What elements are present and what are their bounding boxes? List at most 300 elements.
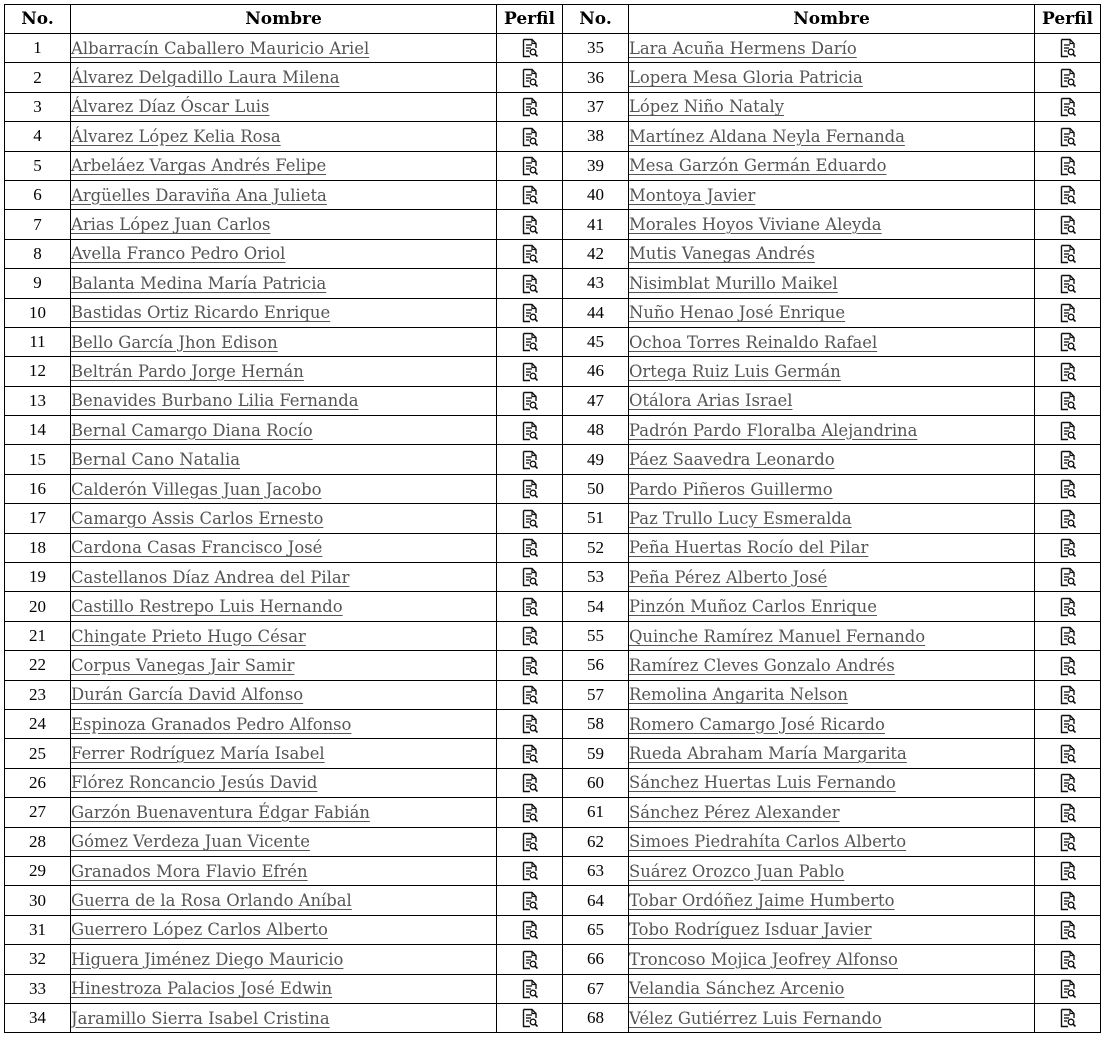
row-number: 34	[5, 1003, 71, 1032]
name-cell	[71, 709, 497, 738]
document-search-icon[interactable]	[1059, 538, 1077, 558]
profile-cell	[1035, 621, 1101, 650]
row-number: 26	[5, 768, 71, 797]
table-row	[5, 827, 1101, 856]
profile-cell	[1035, 709, 1101, 738]
profile-cell	[497, 122, 563, 151]
profile-cell	[1035, 856, 1101, 885]
person-name-link[interactable]: Páez Saavedra Leonardo	[629, 450, 835, 470]
row-number: 50	[563, 474, 629, 503]
document-search-icon[interactable]	[1059, 920, 1077, 940]
person-name-link[interactable]: Martínez Aldana Neyla Fernanda	[629, 126, 905, 146]
document-search-icon[interactable]	[1059, 244, 1077, 264]
row-number: 20	[5, 592, 71, 621]
name-cell	[71, 886, 497, 915]
name-cell	[71, 445, 497, 474]
profile-cell	[497, 239, 563, 268]
person-name-link[interactable]: Camargo Assis Carlos Ernesto	[71, 508, 324, 528]
document-search-icon[interactable]	[1059, 68, 1077, 88]
row-number: 11	[5, 327, 71, 356]
table-row	[5, 327, 1101, 356]
document-search-icon[interactable]	[1059, 567, 1077, 587]
document-search-icon[interactable]	[1059, 274, 1077, 294]
row-number: 4	[5, 122, 71, 151]
person-name-link[interactable]: Vélez Gutiérrez Luis Fernando	[629, 1008, 882, 1028]
profile-cell	[1035, 92, 1101, 121]
profile-cell	[497, 709, 563, 738]
profile-cell	[1035, 592, 1101, 621]
document-search-icon[interactable]	[1059, 185, 1077, 205]
profile-cell	[497, 92, 563, 121]
person-name-link[interactable]: Mesa Garzón Germán Eduardo	[629, 156, 887, 176]
person-name-link[interactable]: Chingate Prieto Hugo César	[71, 626, 306, 646]
document-search-icon[interactable]	[521, 1008, 539, 1028]
person-name-link[interactable]: Durán García David Alfonso	[71, 685, 304, 705]
name-cell	[71, 621, 497, 650]
profile-cell	[1035, 210, 1101, 239]
row-number: 68	[563, 1003, 629, 1032]
header-num-left: No.	[5, 5, 71, 34]
profile-cell	[1035, 798, 1101, 827]
document-search-icon[interactable]	[521, 509, 539, 529]
profile-cell	[1035, 680, 1101, 709]
name-cell	[71, 151, 497, 180]
name-cell	[71, 327, 497, 356]
document-search-icon[interactable]	[521, 832, 539, 852]
row-number: 65	[563, 915, 629, 944]
row-number: 38	[563, 122, 629, 151]
person-name-link[interactable]: Mutis Vanegas Andrés	[629, 244, 815, 264]
person-name-link[interactable]: Paz Trullo Lucy Esmeralda	[629, 508, 852, 528]
profile-cell	[1035, 34, 1101, 63]
row-number: 39	[563, 151, 629, 180]
document-search-icon[interactable]	[1059, 215, 1077, 235]
name-cell	[629, 651, 1035, 680]
person-name-link[interactable]: Morales Hoyos Viviane Aleyda	[629, 215, 882, 235]
table-row	[5, 798, 1101, 827]
person-name-link[interactable]: Otálora Arias Israel	[629, 391, 793, 411]
document-search-icon[interactable]	[521, 244, 539, 264]
name-cell	[71, 974, 497, 1003]
table-row	[5, 298, 1101, 327]
document-search-icon[interactable]	[521, 979, 539, 999]
name-cell	[71, 945, 497, 974]
row-number: 31	[5, 915, 71, 944]
row-number: 53	[563, 563, 629, 592]
row-number: 15	[5, 445, 71, 474]
person-name-link[interactable]: Sánchez Huertas Luis Fernando	[629, 773, 896, 793]
person-name-link[interactable]: Benavides Burbano Lilia Fernanda	[71, 391, 359, 411]
person-name-link[interactable]: Velandia Sánchez Arcenio	[629, 979, 845, 999]
person-name-link[interactable]: Ortega Ruiz Luis Germán	[629, 361, 841, 381]
person-name-link[interactable]: Troncoso Mojica Jeofrey Alfonso	[629, 949, 898, 969]
person-name-link[interactable]: Albarracín Caballero Mauricio Ariel	[71, 38, 370, 58]
table-row	[5, 651, 1101, 680]
table-row	[5, 445, 1101, 474]
person-name-link[interactable]: Espinoza Granados Pedro Alfonso	[71, 714, 352, 734]
table-row	[5, 945, 1101, 974]
row-number: 36	[563, 63, 629, 92]
person-name-link[interactable]: Bernal Cano Natalia	[71, 450, 241, 470]
table-row	[5, 680, 1101, 709]
document-search-icon[interactable]	[521, 274, 539, 294]
profile-cell	[1035, 416, 1101, 445]
person-name-link[interactable]: Montoya Javier	[629, 185, 756, 205]
person-name-link[interactable]: Castellanos Díaz Andrea del Pilar	[71, 567, 350, 587]
row-number: 55	[563, 621, 629, 650]
document-search-icon[interactable]	[1059, 950, 1077, 970]
row-number: 1	[5, 34, 71, 63]
header-profile-left: Perfil	[497, 5, 563, 34]
profile-cell	[497, 974, 563, 1003]
row-number: 67	[563, 974, 629, 1003]
person-name-link[interactable]: Granados Mora Flavio Efrén	[71, 861, 308, 881]
document-search-icon[interactable]	[521, 714, 539, 734]
person-name-link[interactable]: Garzón Buenaventura Édgar Fabián	[71, 802, 370, 822]
document-search-icon[interactable]	[1059, 156, 1077, 176]
person-name-link[interactable]: Tobar Ordóñez Jaime Humberto	[629, 891, 895, 911]
document-search-icon[interactable]	[521, 421, 539, 441]
profile-cell	[497, 886, 563, 915]
row-number: 30	[5, 886, 71, 915]
profile-cell	[1035, 974, 1101, 1003]
table-row	[5, 34, 1101, 63]
row-number: 49	[563, 445, 629, 474]
document-search-icon[interactable]	[521, 538, 539, 558]
row-number: 54	[563, 592, 629, 621]
document-search-icon[interactable]	[1059, 127, 1077, 147]
name-cell	[71, 239, 497, 268]
row-number: 29	[5, 856, 71, 885]
document-search-icon[interactable]	[521, 920, 539, 940]
document-search-icon[interactable]	[1059, 479, 1077, 499]
document-search-icon[interactable]	[521, 185, 539, 205]
row-number: 6	[5, 180, 71, 209]
name-cell	[629, 680, 1035, 709]
row-number: 25	[5, 739, 71, 768]
row-number: 7	[5, 210, 71, 239]
row-number: 64	[563, 886, 629, 915]
person-name-link[interactable]: Remolina Angarita Nelson	[629, 685, 848, 705]
person-name-link[interactable]: Arias López Juan Carlos	[71, 215, 271, 235]
profile-cell	[1035, 151, 1101, 180]
person-name-link[interactable]: Álvarez López Kelia Rosa	[71, 126, 281, 146]
row-number: 66	[563, 945, 629, 974]
name-cell	[71, 180, 497, 209]
row-number: 46	[563, 357, 629, 386]
table-row	[5, 856, 1101, 885]
row-number: 13	[5, 386, 71, 415]
row-number: 27	[5, 798, 71, 827]
profile-cell	[1035, 915, 1101, 944]
document-search-icon[interactable]	[521, 950, 539, 970]
roster-table	[4, 4, 1101, 1033]
document-search-icon[interactable]	[1059, 656, 1077, 676]
row-number: 28	[5, 827, 71, 856]
profile-cell	[1035, 298, 1101, 327]
row-number: 32	[5, 945, 71, 974]
person-name-link[interactable]: Sánchez Pérez Alexander	[629, 802, 840, 822]
table-row	[5, 563, 1101, 592]
person-name-link[interactable]: Gómez Verdeza Juan Vicente	[71, 832, 310, 852]
name-cell	[629, 974, 1035, 1003]
name-cell	[629, 210, 1035, 239]
person-name-link[interactable]: Cardona Casas Francisco José	[71, 538, 323, 558]
document-search-icon[interactable]	[521, 626, 539, 646]
header-name-left: Nombre	[71, 5, 497, 34]
person-name-link[interactable]: Higuera Jiménez Diego Mauricio	[71, 949, 344, 969]
name-cell	[629, 239, 1035, 268]
profile-cell	[497, 445, 563, 474]
document-search-icon[interactable]	[1059, 803, 1077, 823]
name-cell	[629, 945, 1035, 974]
name-cell	[71, 592, 497, 621]
person-name-link[interactable]: Peña Pérez Alberto José	[629, 567, 828, 587]
profile-cell	[497, 945, 563, 974]
table-row	[5, 621, 1101, 650]
name-cell	[629, 504, 1035, 533]
profile-cell	[497, 651, 563, 680]
person-name-link[interactable]: Jaramillo Sierra Isabel Cristina	[71, 1008, 330, 1028]
person-name-link[interactable]: Guerrero López Carlos Alberto	[71, 920, 328, 940]
document-search-icon[interactable]	[1059, 597, 1077, 617]
name-cell	[629, 327, 1035, 356]
document-search-icon[interactable]	[1059, 626, 1077, 646]
person-name-link[interactable]: Lopera Mesa Gloria Patricia	[629, 68, 863, 88]
person-name-link[interactable]: Pinzón Muñoz Carlos Enrique	[629, 597, 877, 617]
person-name-link[interactable]: Hinestroza Palacios José Edwin	[71, 979, 333, 999]
table-row	[5, 768, 1101, 797]
document-search-icon[interactable]	[521, 332, 539, 352]
document-search-icon[interactable]	[521, 362, 539, 382]
document-search-icon[interactable]	[1059, 832, 1077, 852]
document-search-icon[interactable]	[521, 891, 539, 911]
person-name-link[interactable]: Padrón Pardo Floralba Alejandrina	[629, 420, 918, 440]
table-row	[5, 269, 1101, 298]
document-search-icon[interactable]	[1059, 1008, 1077, 1028]
table-row	[5, 592, 1101, 621]
row-number: 43	[563, 269, 629, 298]
document-search-icon[interactable]	[521, 215, 539, 235]
profile-cell	[1035, 63, 1101, 92]
document-search-icon[interactable]	[1059, 685, 1077, 705]
document-search-icon[interactable]	[1059, 509, 1077, 529]
profile-cell	[1035, 180, 1101, 209]
person-name-link[interactable]: Álvarez Delgadillo Laura Milena	[71, 68, 340, 88]
document-search-icon[interactable]	[521, 597, 539, 617]
document-search-icon[interactable]	[521, 656, 539, 676]
document-search-icon[interactable]	[1059, 391, 1077, 411]
row-number: 33	[5, 974, 71, 1003]
person-name-link[interactable]: Lara Acuña Hermens Darío	[629, 38, 857, 58]
row-number: 52	[563, 533, 629, 562]
document-search-icon[interactable]	[521, 68, 539, 88]
document-search-icon[interactable]	[521, 479, 539, 499]
person-name-link[interactable]: Álvarez Díaz Óscar Luis	[71, 97, 270, 117]
name-cell	[71, 739, 497, 768]
person-name-link[interactable]: Peña Huertas Rocío del Pilar	[629, 538, 869, 558]
row-number: 60	[563, 768, 629, 797]
document-search-icon[interactable]	[1059, 97, 1077, 117]
row-number: 37	[563, 92, 629, 121]
document-search-icon[interactable]	[1059, 744, 1077, 764]
row-number: 51	[563, 504, 629, 533]
document-search-icon[interactable]	[1059, 303, 1077, 323]
profile-cell	[1035, 945, 1101, 974]
person-name-link[interactable]: Quinche Ramírez Manuel Fernando	[629, 626, 926, 646]
person-name-link[interactable]: Bernal Camargo Diana Rocío	[71, 420, 313, 440]
name-cell	[71, 798, 497, 827]
person-name-link[interactable]: Avella Franco Pedro Oriol	[71, 244, 286, 264]
name-cell	[629, 886, 1035, 915]
name-cell	[71, 1003, 497, 1032]
document-search-icon[interactable]	[1059, 773, 1077, 793]
profile-cell	[1035, 768, 1101, 797]
person-name-link[interactable]: Flórez Roncancio Jesús David	[71, 773, 318, 793]
document-search-icon[interactable]	[521, 861, 539, 881]
person-name-link[interactable]: Tobo Rodríguez Isduar Javier	[629, 920, 872, 940]
table-row	[5, 180, 1101, 209]
profile-cell	[497, 1003, 563, 1032]
document-search-icon[interactable]	[1059, 979, 1077, 999]
person-name-link[interactable]: Nisimblat Murillo Maikel	[629, 273, 838, 293]
row-number: 44	[563, 298, 629, 327]
name-cell	[71, 210, 497, 239]
header-row	[5, 5, 1101, 34]
profile-cell	[497, 621, 563, 650]
row-number: 56	[563, 651, 629, 680]
row-number: 63	[563, 856, 629, 885]
person-name-link[interactable]: Romero Camargo José Ricardo	[629, 714, 885, 734]
table-row	[5, 739, 1101, 768]
person-name-link[interactable]: Corpus Vanegas Jair Samir	[71, 655, 295, 675]
document-search-icon[interactable]	[1059, 891, 1077, 911]
profile-cell	[497, 210, 563, 239]
row-number: 41	[563, 210, 629, 239]
person-name-link[interactable]: Arbeláez Vargas Andrés Felipe	[71, 156, 327, 176]
person-name-link[interactable]: Simoes Piedrahíta Carlos Alberto	[629, 832, 907, 852]
table-row	[5, 915, 1101, 944]
document-search-icon[interactable]	[1059, 714, 1077, 734]
document-search-icon[interactable]	[1059, 421, 1077, 441]
document-search-icon[interactable]	[521, 156, 539, 176]
document-search-icon[interactable]	[521, 685, 539, 705]
profile-cell	[497, 827, 563, 856]
person-name-link[interactable]: Suárez Orozco Juan Pablo	[629, 861, 845, 881]
name-cell	[629, 269, 1035, 298]
row-number: 18	[5, 533, 71, 562]
person-name-link[interactable]: Calderón Villegas Juan Jacobo	[71, 479, 322, 499]
row-number: 8	[5, 239, 71, 268]
document-search-icon[interactable]	[521, 744, 539, 764]
person-name-link[interactable]: Bastidas Ortiz Ricardo Enrique	[71, 303, 331, 323]
document-search-icon[interactable]	[521, 127, 539, 147]
name-cell	[629, 563, 1035, 592]
person-name-link[interactable]: Ochoa Torres Reinaldo Rafael	[629, 332, 878, 352]
person-name-link[interactable]: Bello García Jhon Edison	[71, 332, 278, 352]
person-name-link[interactable]: Argüelles Daraviña Ana Julieta	[71, 185, 327, 205]
name-cell	[629, 739, 1035, 768]
row-number: 10	[5, 298, 71, 327]
person-name-link[interactable]: Castillo Restrepo Luis Hernando	[71, 597, 343, 617]
profile-cell	[497, 768, 563, 797]
name-cell	[71, 357, 497, 386]
row-number: 42	[563, 239, 629, 268]
table-row	[5, 386, 1101, 415]
person-name-link[interactable]: Pardo Piñeros Guillermo	[629, 479, 833, 499]
name-cell	[71, 122, 497, 151]
person-name-link[interactable]: Nuño Henao José Enrique	[629, 303, 846, 323]
document-search-icon[interactable]	[521, 391, 539, 411]
name-cell	[629, 1003, 1035, 1032]
profile-cell	[497, 327, 563, 356]
name-cell	[71, 856, 497, 885]
document-search-icon[interactable]	[1059, 861, 1077, 881]
table-row	[5, 474, 1101, 503]
name-cell	[71, 915, 497, 944]
person-name-link[interactable]: Ramírez Cleves Gonzalo Andrés	[629, 655, 895, 675]
name-cell	[629, 709, 1035, 738]
person-name-link[interactable]: López Niño Nataly	[629, 97, 784, 117]
document-search-icon[interactable]	[521, 97, 539, 117]
name-cell	[71, 651, 497, 680]
row-number: 23	[5, 680, 71, 709]
row-number: 14	[5, 416, 71, 445]
profile-cell	[497, 739, 563, 768]
document-search-icon[interactable]	[1059, 332, 1077, 352]
table-row	[5, 886, 1101, 915]
document-search-icon[interactable]	[521, 38, 539, 58]
person-name-link[interactable]: Ferrer Rodríguez María Isabel	[71, 744, 325, 764]
document-search-icon[interactable]	[521, 450, 539, 470]
name-cell	[629, 533, 1035, 562]
profile-cell	[1035, 886, 1101, 915]
name-cell	[71, 680, 497, 709]
document-search-icon[interactable]	[1059, 450, 1077, 470]
row-number: 5	[5, 151, 71, 180]
profile-cell	[497, 915, 563, 944]
row-number: 21	[5, 621, 71, 650]
table-row	[5, 92, 1101, 121]
document-search-icon[interactable]	[1059, 38, 1077, 58]
row-number: 47	[563, 386, 629, 415]
profile-cell	[497, 416, 563, 445]
row-number: 9	[5, 269, 71, 298]
row-number: 58	[563, 709, 629, 738]
person-name-link[interactable]: Beltrán Pardo Jorge Hernán	[71, 361, 304, 381]
document-search-icon[interactable]	[1059, 362, 1077, 382]
document-search-icon[interactable]	[521, 303, 539, 323]
document-search-icon[interactable]	[521, 567, 539, 587]
table-row	[5, 709, 1101, 738]
name-cell	[629, 122, 1035, 151]
profile-cell	[497, 386, 563, 415]
name-cell	[629, 798, 1035, 827]
row-number: 40	[563, 180, 629, 209]
table-row	[5, 239, 1101, 268]
name-cell	[71, 269, 497, 298]
person-name-link[interactable]: Rueda Abraham María Margarita	[629, 744, 907, 764]
name-cell	[71, 298, 497, 327]
document-search-icon[interactable]	[521, 803, 539, 823]
document-search-icon[interactable]	[521, 773, 539, 793]
name-cell	[629, 592, 1035, 621]
table-row	[5, 210, 1101, 239]
profile-cell	[1035, 239, 1101, 268]
person-name-link[interactable]: Guerra de la Rosa Orlando Aníbal	[71, 891, 352, 911]
name-cell	[629, 386, 1035, 415]
person-name-link[interactable]: Balanta Medina María Patricia	[71, 273, 327, 293]
